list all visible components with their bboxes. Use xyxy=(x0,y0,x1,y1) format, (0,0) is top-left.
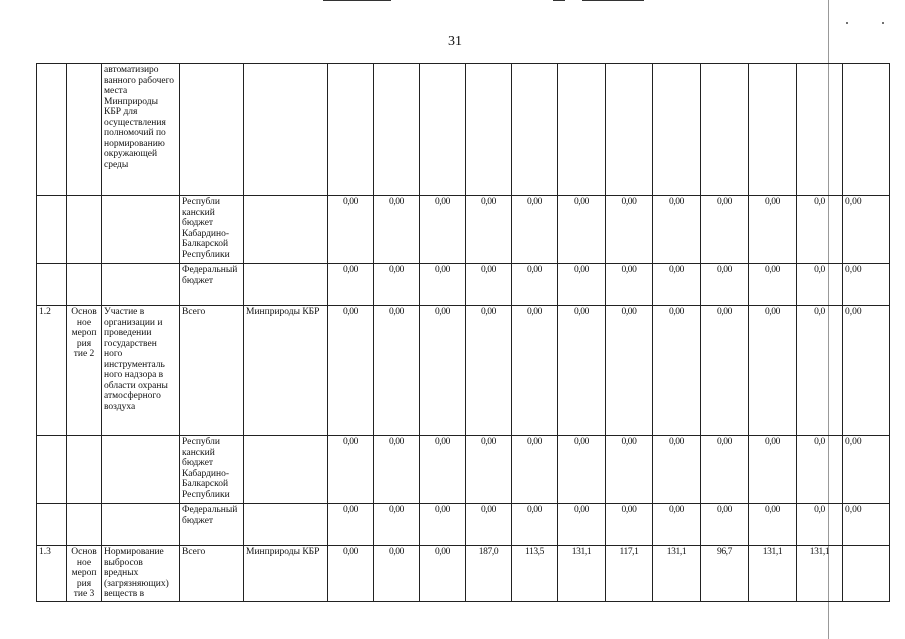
value-cell: 0,00 xyxy=(749,264,797,306)
value-cell: 131,1 xyxy=(797,546,843,602)
executor-cell: Минприроды КБР xyxy=(244,306,328,436)
value-cell: 0,00 xyxy=(701,196,749,264)
value-cell xyxy=(749,64,797,196)
value-cell: 0,0 xyxy=(797,264,843,306)
executor-cell xyxy=(244,436,328,504)
funding-source-cell: Всего xyxy=(180,306,244,436)
scan-speck xyxy=(846,22,848,24)
value-cell: 96,7 xyxy=(701,546,749,602)
value-cell: 0,00 xyxy=(328,196,374,264)
value-cell: 0,00 xyxy=(420,546,466,602)
value-cell: 0,0 xyxy=(797,306,843,436)
event-type-cell xyxy=(67,64,102,196)
event-type-cell xyxy=(67,264,102,306)
value-cell: 0,00 xyxy=(512,436,558,504)
funding-source-cell: Федеральный бюджет xyxy=(180,264,244,306)
value-cell: 0,00 xyxy=(420,196,466,264)
value-cell: 0,00 xyxy=(420,504,466,546)
value-cell: 0,00 xyxy=(512,264,558,306)
executor-cell: Минприроды КБР xyxy=(244,546,328,602)
table-row xyxy=(37,436,890,504)
value-cell: 0,00 xyxy=(512,196,558,264)
row-number-cell: 1.3 xyxy=(37,546,67,602)
value-cell: 0,00 xyxy=(328,264,374,306)
value-cell: 0,00 xyxy=(328,546,374,602)
value-cell: 0,00 xyxy=(606,504,653,546)
value-cell: 0,00 xyxy=(701,264,749,306)
value-cell: 131,1 xyxy=(749,546,797,602)
value-cell: 0,00 xyxy=(466,504,512,546)
event-type-cell xyxy=(67,504,102,546)
value-cell: 0,00 xyxy=(701,436,749,504)
executor-cell xyxy=(244,64,328,196)
value-cell: 0,00 xyxy=(558,504,606,546)
value-cell: 0,00 xyxy=(466,196,512,264)
value-cell xyxy=(701,64,749,196)
total-value-cell: 0,00 xyxy=(843,504,890,546)
value-cell: 0,00 xyxy=(420,436,466,504)
budget-table xyxy=(36,63,890,602)
event-type-cell xyxy=(67,436,102,504)
value-cell: 0,00 xyxy=(466,436,512,504)
funding-source-cell: Республи канский бюджет Кабардино-Балкарской Республики xyxy=(180,196,244,264)
value-cell xyxy=(797,64,843,196)
table-row xyxy=(37,64,890,196)
value-cell: 0,00 xyxy=(701,504,749,546)
value-cell: 187,0 xyxy=(466,546,512,602)
value-cell: 0,00 xyxy=(749,504,797,546)
event-name-cell: Нормирование выбросов вредных (загрязняющих) веществ в xyxy=(102,546,180,602)
event-type-cell: Основ ное мероп рия тие 3 xyxy=(67,546,102,602)
total-value-cell: 0,00 xyxy=(843,196,890,264)
funding-source-cell: Республи канский бюджет Кабардино-Балкарской Республики xyxy=(180,436,244,504)
value-cell: 0,00 xyxy=(374,264,420,306)
value-cell: 0,00 xyxy=(420,264,466,306)
value-cell: 0,00 xyxy=(374,306,420,436)
executor-cell xyxy=(244,504,328,546)
funding-source-cell xyxy=(180,64,244,196)
value-cell xyxy=(420,64,466,196)
value-cell: 0,00 xyxy=(374,436,420,504)
event-name-cell xyxy=(102,196,180,264)
value-cell: 0,00 xyxy=(374,196,420,264)
value-cell: 0,00 xyxy=(749,196,797,264)
value-cell: 0,0 xyxy=(797,504,843,546)
event-name-cell xyxy=(102,436,180,504)
value-cell xyxy=(466,64,512,196)
event-type-cell: Основ ное мероп рия тие 2 xyxy=(67,306,102,436)
value-cell: 131,1 xyxy=(653,546,701,602)
value-cell: 0,00 xyxy=(328,306,374,436)
row-number-cell xyxy=(37,64,67,196)
value-cell: 0,00 xyxy=(558,264,606,306)
total-value-cell: 0,00 xyxy=(843,436,890,504)
value-cell: 0,00 xyxy=(558,436,606,504)
value-cell: 0,00 xyxy=(653,196,701,264)
value-cell: 0,0 xyxy=(797,436,843,504)
value-cell: 0,00 xyxy=(328,436,374,504)
value-cell: 0,00 xyxy=(466,264,512,306)
value-cell: 0,00 xyxy=(558,306,606,436)
row-number-cell xyxy=(37,264,67,306)
value-cell: 0,00 xyxy=(374,504,420,546)
executor-cell xyxy=(244,264,328,306)
total-value-cell: 0,00 xyxy=(843,306,890,436)
header-rule xyxy=(323,0,391,1)
value-cell: 0,00 xyxy=(749,436,797,504)
value-cell: 0,00 xyxy=(653,306,701,436)
row-number-cell xyxy=(37,436,67,504)
event-name-cell: автоматизиро ванного рабочего места Минприроды КБР для осуществления полномочий по нормированию окружающей среды xyxy=(102,64,180,196)
table-row xyxy=(37,504,890,546)
value-cell: 0,00 xyxy=(653,436,701,504)
table-row xyxy=(37,546,890,602)
value-cell: 117,1 xyxy=(606,546,653,602)
value-cell xyxy=(653,64,701,196)
value-cell: 0,00 xyxy=(606,306,653,436)
scan-speck xyxy=(882,22,884,24)
value-cell xyxy=(374,64,420,196)
value-cell: 0,00 xyxy=(606,264,653,306)
value-cell: 0,00 xyxy=(653,504,701,546)
value-cell: 0,00 xyxy=(512,504,558,546)
funding-source-cell: Всего xyxy=(180,546,244,602)
event-name-cell xyxy=(102,264,180,306)
row-number-cell xyxy=(37,196,67,264)
table-row xyxy=(37,306,890,436)
value-cell xyxy=(558,64,606,196)
table-row xyxy=(37,196,890,264)
value-cell: 0,00 xyxy=(466,306,512,436)
executor-cell xyxy=(244,196,328,264)
table-row xyxy=(37,264,890,306)
value-cell: 0,0 xyxy=(797,196,843,264)
event-name-cell xyxy=(102,504,180,546)
value-cell xyxy=(328,64,374,196)
funding-source-cell: Федеральный бюджет xyxy=(180,504,244,546)
event-name-cell: Участие в организации и проведении государствен ного инструменталь ного надзора в области охраны атмосферного воздуха xyxy=(102,306,180,436)
value-cell: 0,00 xyxy=(701,306,749,436)
row-number-cell: 1.2 xyxy=(37,306,67,436)
value-cell: 0,00 xyxy=(374,546,420,602)
total-value-cell: 0,00 xyxy=(843,264,890,306)
header-rule xyxy=(553,0,565,1)
value-cell: 0,00 xyxy=(328,504,374,546)
value-cell: 0,00 xyxy=(606,196,653,264)
value-cell: 0,00 xyxy=(606,436,653,504)
value-cell: 113,5 xyxy=(512,546,558,602)
value-cell: 0,00 xyxy=(653,264,701,306)
value-cell: 0,00 xyxy=(558,196,606,264)
total-value-cell xyxy=(843,546,890,602)
row-number-cell xyxy=(37,504,67,546)
page-number: 31 xyxy=(448,34,462,49)
value-cell xyxy=(512,64,558,196)
value-cell: 0,00 xyxy=(512,306,558,436)
event-type-cell xyxy=(67,196,102,264)
value-cell: 0,00 xyxy=(420,306,466,436)
header-rule xyxy=(582,0,644,1)
total-value-cell xyxy=(843,64,890,196)
value-cell xyxy=(606,64,653,196)
value-cell: 131,1 xyxy=(558,546,606,602)
value-cell: 0,00 xyxy=(749,306,797,436)
